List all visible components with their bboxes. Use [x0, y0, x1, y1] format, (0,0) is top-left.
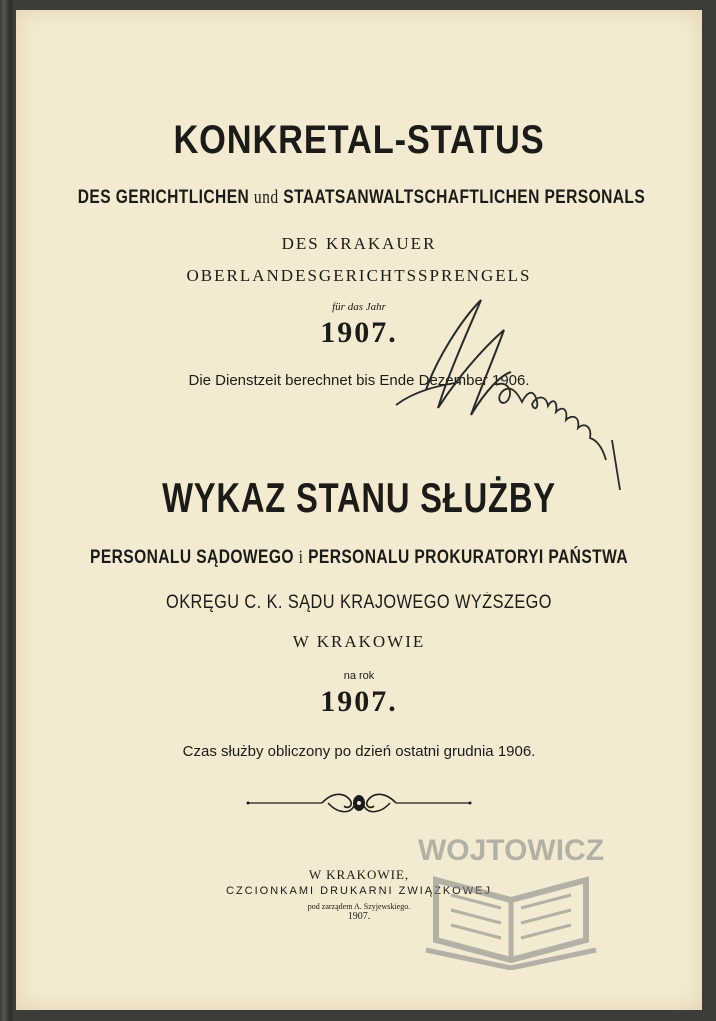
- subtitle-german-part2: STAATSANWALTSCHAFTLICHEN PERSONALS: [283, 187, 646, 208]
- title-page: [16, 10, 702, 1010]
- imprint-printer: CZCIONKAMI DRUKARNI ZWIĄZKOWEJ: [226, 885, 492, 897]
- subtitle-german: [77, 187, 646, 209]
- subtitle-polish-part1: PERSONALU SĄDOWEGO: [90, 547, 294, 568]
- subtitle-polish-i: i: [298, 547, 304, 568]
- sprengel-line: OBERLANDESGERICHTSSPRENGELS: [186, 266, 532, 285]
- subtitle-german-und: und: [253, 187, 279, 208]
- czas-sluzby-line: Czas służby obliczony po dzień ostatni grudnia 1906.: [182, 743, 536, 760]
- subtitle-polish: [78, 547, 641, 569]
- imprint-year: 1907.: [347, 911, 371, 922]
- ornament-divider: [244, 788, 474, 818]
- dienstzeit-line: Die Dienstzeit berechnet bis Ende Dezember 1906.: [188, 372, 530, 389]
- imprint-manager: pod zarządem A. Szyjewskiego.: [307, 902, 411, 911]
- main-title-polish: WYKAZ STANU SŁUŻBY: [162, 474, 556, 521]
- year-german: 1907.: [320, 316, 398, 349]
- wojtowicz-stamp: [396, 820, 626, 970]
- na-rok: na rok: [343, 670, 375, 682]
- subtitle-german-part1: DES GERICHTLICHEN: [77, 187, 250, 208]
- w-krakowie-line: W KRAKOWIE: [292, 632, 426, 651]
- svg-text:WOJTOWICZ: WOJTOWICZ: [417, 834, 605, 867]
- fuer-das-jahr: für das Jahr: [332, 301, 386, 313]
- krakauer-line: DES KRAKAUER: [281, 234, 437, 253]
- year-polish: 1907.: [320, 685, 398, 718]
- subtitle-polish-part2: PERSONALU PROKURATORYI PAŃSTWA: [308, 547, 628, 568]
- okregu-line: OKRĘGU C. K. SĄDU KRAJOWEGO WYŻSZEGO: [166, 592, 552, 613]
- imprint-place: W KRAKOWIE,: [308, 867, 410, 882]
- main-title-german: KONKRETAL-STATUS: [173, 118, 545, 162]
